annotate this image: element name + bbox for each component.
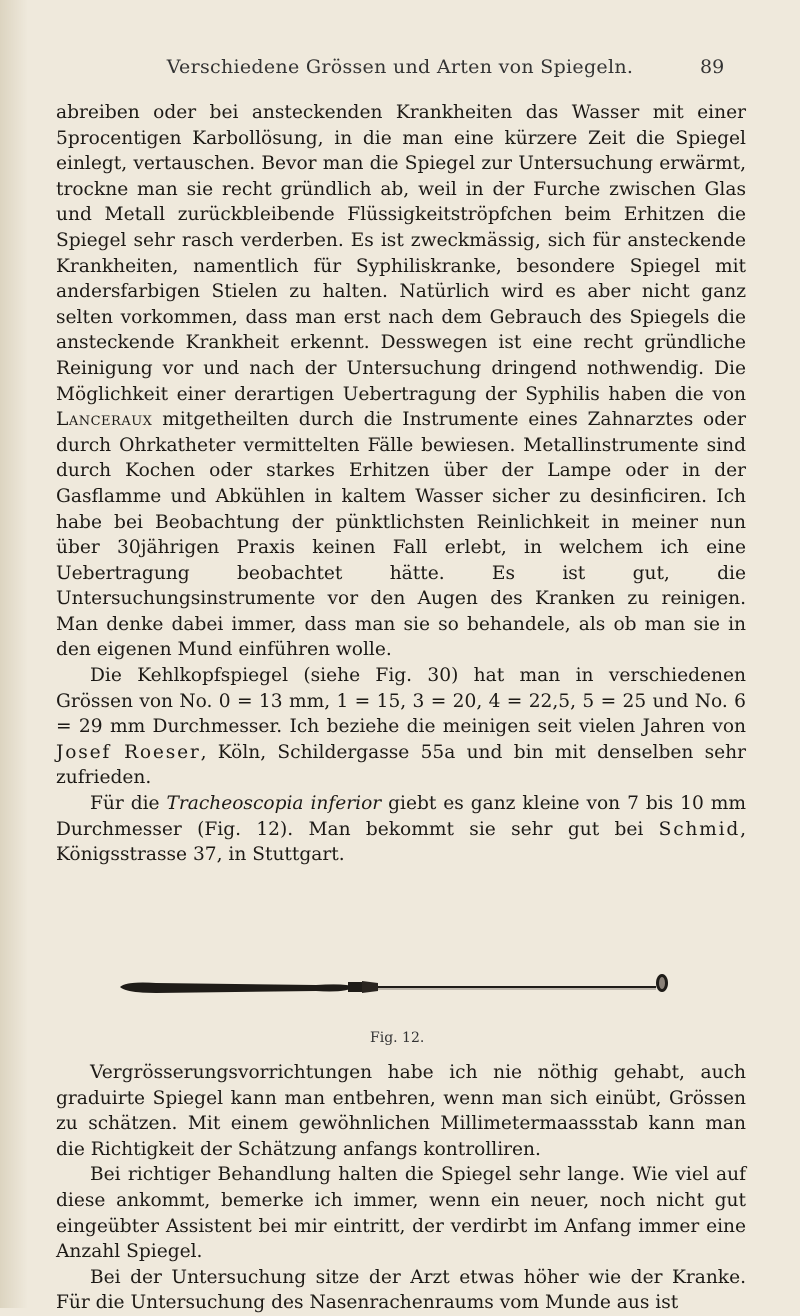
page-edge-shadow xyxy=(0,0,28,1308)
main-text-continued xyxy=(56,1060,746,1316)
page-number: 89 xyxy=(700,56,725,78)
supplier-name-roeser: Josef Roeser xyxy=(56,741,201,763)
small-mirror-illustration xyxy=(116,965,676,1015)
mirror-handle xyxy=(120,983,354,994)
mirror-clamp xyxy=(362,981,378,993)
running-title: Verschiedene Grössen und Arten von Spiegeln. xyxy=(166,56,634,78)
paragraph-cleaning: abreiben oder bei ansteckenden Krankheiten das Wasser mit einer 5procentigen Karbollösung, in die man eine kürzere Zeit die Spiegel einlegt, vertauschen. Bevor man die Spiegel zur Untersuchung erwärmt, trockne man sie recht gründlich ab, weil in der Furche zwischen Glas und Metall zurückbleibende Flüssigkeitströpfchen beim Erhitzen die Spiegel sehr rasch verderben. Es ist zweckmässig, sich für ansteckende Krankheiten, namentlich für Syphiliskranke, besondere Spiegel mit andersfarbigen Stielen zu halten. Natürlich wird es aber nicht ganz selten vorkommen, dass man erst nach dem Gebrauch des Spiegels die ansteckende Krankheit erkennt. Desswegen ist eine recht gründliche Reinigung vor und nach der Untersuchung dringend nothwendig. Die Möglichkeit einer derartigen Uebertragung der Syphilis haben die von Lanceraux mitgetheilten durch die Instrumente eines Zahnarztes oder durch Ohrkatheter vermittelten Fälle bewiesen. Metallinstrumente sind durch Kochen oder starkes Erhitzen über der Lampe oder in der Gasflamme und Abkühlen in kaltem Wasser sicher zu desinficiren. Ich habe bei Beobachtung der pünktlichsten Reinlichkeit in meiner nun über 30jährigen Praxis keinen Fall erlebt, in welchem ich eine Uebertragung beobachtet hätte. Es ist gut, die Untersuchungsinstrumente vor den Augen des Kranken zu reinigen. Man denke dabei immer, dass man sie so behandele, als ob man sie in den eigenen Mund einführen wolle. xyxy=(56,102,746,661)
figure-caption: Fig. 12. xyxy=(370,1030,425,1046)
supplier-name-schmid: Schmid xyxy=(658,818,741,840)
paragraph-handling: Bei richtiger Behandlung halten die Spiegel sehr lange. Wie viel auf diese ankommt, bemerke ich immer, wenn ein neuer, noch nicht gut eingeübter Assistent bei mir eintritt, der verdirbt im Anfang immer eine Anzahl Spiegel. xyxy=(56,1164,746,1263)
mirror-collar xyxy=(348,982,362,992)
main-text xyxy=(56,100,746,868)
paragraph-magnification: Vergrösserungsvorrichtungen habe ich nie nöthig gehabt, auch graduirte Spiegel kann man entbehren, wenn man sich einübt, Grössen zu schätzen. Mit einem gewöhnlichen Millimetermaassstab kann man die Richtigkeit der Schätzung anfangs kontrolliren. xyxy=(56,1062,746,1160)
term-tracheoscopia: Tracheoscopia inferior xyxy=(166,793,382,815)
mirror-glass xyxy=(659,977,665,989)
paragraph-mirror-sizes: Die Kehlkopfspiegel (siehe Fig. 30) hat man in verschiedenen Grössen von No. 0 = 13 mm, 1 = 15, 3 = 20, 4 = 22,5, 5 = 25 und No. 6 = 29 mm Durchmesser. Ich beziehe die meinigen seit vielen Jahren von Josef Roeser, Köln, Schildergasse 55a und bin mit denselben sehr zufrieden. xyxy=(56,665,747,789)
paragraph-examination: Bei der Untersuchung sitze der Arzt etwas höher wie der Kranke. Für die Untersuchung des Nasenrachenraums vom Munde aus ist xyxy=(56,1266,746,1314)
paragraph-tracheoscopia: Für die Tracheoscopia inferior giebt es ganz kleine von 7 bis 10 mm Durchmesser (Fig. 12). Man bekommt sie sehr gut bei Schmid, Königsstrasse 37, in Stuttgart. xyxy=(56,793,746,866)
author-name-lanceraux: Lanceraux xyxy=(56,409,153,431)
